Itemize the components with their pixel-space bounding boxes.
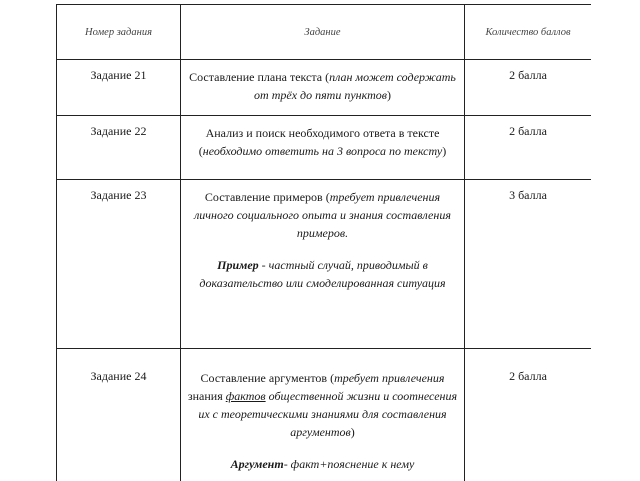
definition-text: - частный случай, приводимый в доказательство или смоделированная ситуация bbox=[199, 258, 446, 290]
definition-text: - факт+пояснение к нему bbox=[283, 457, 415, 471]
task-description bbox=[181, 349, 465, 481]
task-points: 2 балла bbox=[509, 68, 547, 82]
task-note: требует привлечения bbox=[334, 371, 445, 385]
definition-term: Аргумент bbox=[230, 457, 284, 471]
task-title: Составление плана текста ( bbox=[189, 70, 330, 84]
task-points: 2 балла bbox=[509, 369, 547, 383]
task-points: 2 балла bbox=[509, 124, 547, 138]
tasks-table bbox=[56, 4, 591, 481]
task-title: Составление примеров ( bbox=[204, 190, 330, 204]
task-points: 3 балла bbox=[509, 188, 547, 202]
header-task: Задание bbox=[181, 5, 465, 59]
task-close: ) bbox=[386, 88, 391, 102]
task-title: Составление аргументов ( bbox=[200, 371, 335, 385]
task-description bbox=[181, 180, 465, 348]
header-points: Количество баллов bbox=[485, 27, 571, 38]
table-row bbox=[57, 349, 591, 481]
task-number: Задание 22 bbox=[57, 116, 181, 179]
table-header-row bbox=[57, 5, 591, 60]
task-title: Анализ и поиск необходимого ответа в тексте ( bbox=[198, 126, 440, 158]
table-row bbox=[57, 180, 591, 349]
task-description bbox=[181, 116, 465, 179]
definition-term: Пример bbox=[217, 258, 259, 272]
task-close: ) bbox=[350, 425, 355, 439]
task-number: Задание 23 bbox=[57, 180, 181, 348]
task-note-continued: общественной жизни и соотнесения их с теоретическими знаниями для составления аргументов bbox=[198, 389, 458, 439]
task-note: план может содержать от трёх до пяти пунктов bbox=[254, 70, 456, 102]
header-number: Номер задания bbox=[57, 5, 181, 59]
task-note: требует привлечения личного социального опыта и знания составления примеров. bbox=[194, 190, 451, 240]
task-close: ) bbox=[442, 144, 447, 158]
task-text: знания bbox=[187, 389, 226, 403]
task-number: Задание 24 bbox=[57, 349, 181, 481]
table-row bbox=[57, 60, 591, 116]
task-underlined-word: фактов bbox=[225, 389, 266, 403]
table-row bbox=[57, 116, 591, 180]
task-number: Задание 21 bbox=[57, 60, 181, 115]
task-description bbox=[181, 60, 465, 115]
task-note: необходимо ответить на 3 вопроса по тексту bbox=[202, 144, 443, 158]
